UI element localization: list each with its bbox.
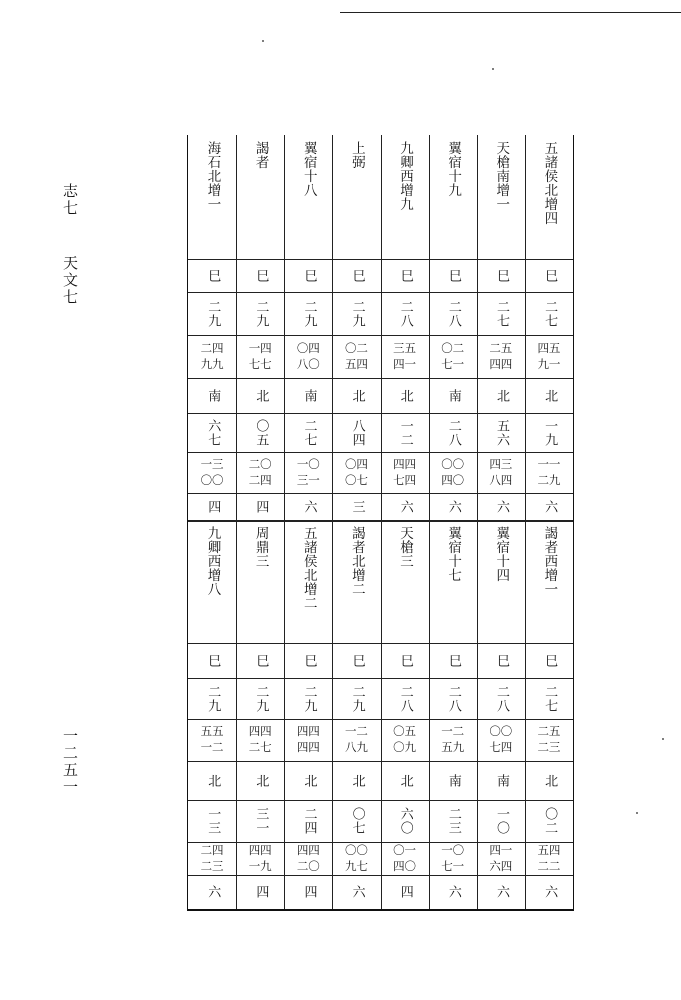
cell-value: 六	[349, 885, 365, 899]
value-cell	[236, 335, 284, 378]
value-cell	[188, 842, 236, 875]
cell-value: 三一	[253, 807, 269, 835]
star-name-cell	[477, 135, 525, 259]
value-cell	[381, 842, 429, 875]
value-cell	[477, 761, 525, 800]
value-cell	[332, 335, 380, 378]
value-cell	[429, 452, 477, 493]
cell-value: 三五 四一	[393, 340, 417, 371]
cell-value: 巳	[301, 653, 317, 668]
star-name: 謁者	[252, 141, 269, 169]
speck	[636, 812, 638, 814]
value-cell	[188, 875, 236, 909]
value-cell	[381, 452, 429, 493]
value-cell	[284, 875, 332, 909]
star-name-cell	[236, 520, 284, 643]
cell-value: 六	[493, 499, 509, 514]
value-cell	[381, 643, 429, 678]
cell-value: 〇七	[349, 807, 365, 835]
star-name: 翼宿十四	[493, 526, 510, 582]
value-cell	[332, 842, 380, 875]
value-cell	[284, 452, 332, 493]
value-cell	[477, 413, 525, 452]
value-cell	[236, 292, 284, 335]
cell-value: 二四	[301, 807, 317, 835]
value-cell	[525, 761, 573, 800]
cell-value: 一四 七七	[248, 340, 272, 371]
cell-value: 四	[301, 885, 317, 899]
cell-value: 北	[253, 388, 269, 403]
value-cell	[381, 335, 429, 378]
value-cell	[284, 761, 332, 800]
cell-value: 一〇	[493, 807, 509, 835]
star-name: 五諸侯北增四	[541, 141, 558, 225]
value-cell	[284, 678, 332, 719]
star-name: 天槍三	[396, 526, 413, 568]
cell-value: 二八	[397, 299, 413, 328]
value-cell	[477, 842, 525, 875]
value-cell	[477, 259, 525, 292]
value-cell	[477, 378, 525, 413]
value-cell	[381, 493, 429, 520]
star-name-cell	[381, 520, 429, 643]
cell-value: 四	[253, 885, 269, 899]
cell-value: 二四 二三	[200, 842, 224, 873]
cell-value: 四四 二〇	[296, 842, 320, 873]
margin-section-title: 天文七	[61, 255, 79, 306]
cell-value: 六	[493, 885, 509, 899]
cell-value: 巳	[349, 653, 365, 668]
cell-value: 北	[542, 388, 558, 403]
cell-value: 北	[253, 773, 269, 788]
value-cell	[525, 335, 573, 378]
cell-value: 南	[445, 773, 461, 788]
speck	[262, 40, 264, 42]
star-name: 天槍南增一	[493, 141, 510, 211]
cell-value: 北	[397, 773, 413, 788]
value-cell	[477, 678, 525, 719]
cell-value: 六	[542, 885, 558, 899]
value-cell	[429, 259, 477, 292]
value-cell	[236, 378, 284, 413]
cell-value: 六	[301, 499, 317, 514]
cell-value: 二九	[349, 684, 365, 713]
cell-value: 北	[349, 773, 365, 788]
value-cell	[525, 678, 573, 719]
value-cell	[188, 800, 236, 842]
cell-value: 六	[445, 885, 461, 899]
value-cell	[332, 800, 380, 842]
cell-value: 北	[205, 773, 221, 788]
value-cell	[236, 678, 284, 719]
cell-value: 巳	[301, 268, 317, 283]
cell-value: 四五 九一	[537, 340, 561, 371]
value-cell	[525, 378, 573, 413]
value-cell	[332, 452, 380, 493]
value-cell	[525, 413, 573, 452]
value-cell	[188, 378, 236, 413]
value-cell	[332, 678, 380, 719]
star-name: 翼宿十九	[445, 141, 462, 197]
value-cell	[284, 259, 332, 292]
value-cell	[381, 761, 429, 800]
value-cell	[525, 719, 573, 761]
value-cell	[332, 413, 380, 452]
cell-value: 二九	[349, 299, 365, 328]
cell-value: 二八	[445, 299, 461, 328]
value-cell	[332, 643, 380, 678]
cell-value: 六	[445, 499, 461, 514]
value-cell	[284, 378, 332, 413]
cell-value: 四	[253, 499, 269, 514]
cell-value: 〇二	[542, 807, 558, 835]
value-cell	[429, 378, 477, 413]
cell-value: 巳	[445, 653, 461, 668]
value-cell	[525, 493, 573, 520]
cell-value: 八四	[349, 418, 365, 447]
cell-value: 〇〇 九七	[344, 842, 368, 873]
value-cell	[236, 452, 284, 493]
cell-value: 一三	[205, 807, 221, 835]
value-cell	[429, 678, 477, 719]
cell-value: 二八	[445, 418, 461, 447]
value-cell	[381, 875, 429, 909]
value-cell	[332, 292, 380, 335]
star-name-cell	[477, 520, 525, 643]
star-name-cell	[236, 135, 284, 259]
cell-value: 一一 二九	[537, 456, 561, 487]
cell-value: 巳	[542, 268, 558, 283]
value-cell	[525, 800, 573, 842]
value-cell	[236, 259, 284, 292]
cell-value: 巳	[397, 268, 413, 283]
value-cell	[429, 800, 477, 842]
cell-value: 二〇 二四	[248, 456, 272, 487]
value-cell	[381, 292, 429, 335]
value-cell	[429, 719, 477, 761]
star-name-cell	[284, 520, 332, 643]
value-cell	[236, 493, 284, 520]
cell-value: 六〇	[397, 807, 413, 835]
cell-value: 〇五	[253, 418, 269, 447]
cell-value: 六	[397, 499, 413, 514]
value-cell	[429, 335, 477, 378]
cell-value: 北	[542, 773, 558, 788]
star-name-cell	[525, 135, 573, 259]
value-cell	[236, 719, 284, 761]
cell-value: 巳	[253, 268, 269, 283]
cell-value: 二八	[445, 684, 461, 713]
cell-value: 二四 九九	[200, 340, 224, 371]
value-cell	[525, 643, 573, 678]
value-cell	[332, 493, 380, 520]
cell-value: 二七	[542, 299, 558, 328]
value-cell	[236, 842, 284, 875]
cell-value: 二九	[301, 684, 317, 713]
cell-value: 六七	[205, 418, 221, 447]
cell-value: 北	[301, 773, 317, 788]
cell-value: 二九	[253, 684, 269, 713]
cell-value: 二七	[542, 684, 558, 713]
value-cell	[284, 719, 332, 761]
cell-value: 二八	[397, 684, 413, 713]
cell-value: 二九	[301, 299, 317, 328]
value-cell	[525, 842, 573, 875]
cell-value: 一三 〇〇	[200, 456, 224, 487]
cell-value: 南	[493, 773, 509, 788]
cell-value: 二三	[445, 807, 461, 835]
value-cell	[284, 800, 332, 842]
value-cell	[525, 292, 573, 335]
star-name: 翼宿十七	[445, 526, 462, 582]
value-cell	[236, 875, 284, 909]
value-cell	[525, 452, 573, 493]
value-cell	[236, 413, 284, 452]
top-rule	[340, 12, 681, 13]
value-cell	[429, 292, 477, 335]
star-name: 翼宿十八	[300, 141, 317, 197]
cell-value: 四四 二七	[248, 724, 272, 754]
cell-value: 二九	[205, 684, 221, 713]
cell-value: 南	[205, 388, 221, 403]
cell-value: 二五 四四	[489, 340, 513, 371]
value-cell	[188, 335, 236, 378]
value-cell	[477, 800, 525, 842]
value-cell	[332, 259, 380, 292]
star-name-cell	[525, 520, 573, 643]
cell-value: 〇〇 七四	[489, 724, 513, 754]
star-name: 謁者西增一	[541, 526, 558, 596]
cell-value: 〇四 八〇	[296, 340, 320, 371]
cell-value: 一九	[542, 418, 558, 447]
cell-value: 二七	[301, 418, 317, 447]
cell-value: 南	[445, 388, 461, 403]
cell-value: 〇四 〇七	[344, 456, 368, 487]
cell-value: 〇〇 四〇	[441, 456, 465, 487]
value-cell	[188, 292, 236, 335]
cell-value: 〇一 四〇	[393, 842, 417, 873]
star-name-cell	[429, 520, 477, 643]
cell-value: 巳	[253, 653, 269, 668]
value-cell	[477, 292, 525, 335]
cell-value: 一〇 七一	[441, 842, 465, 873]
value-cell	[477, 643, 525, 678]
value-cell	[477, 335, 525, 378]
cell-value: 二八	[493, 684, 509, 713]
cell-value: 四四 四四	[296, 724, 320, 754]
cell-value: 一二 八九	[344, 724, 368, 754]
value-cell	[381, 378, 429, 413]
value-cell	[429, 875, 477, 909]
value-cell	[332, 875, 380, 909]
cell-value: 巳	[542, 653, 558, 668]
cell-value: 一〇 三一	[296, 456, 320, 487]
star-name: 五諸侯北增二	[300, 526, 317, 610]
value-cell	[525, 875, 573, 909]
star-name: 周鼎三	[252, 526, 269, 568]
value-cell	[188, 643, 236, 678]
cell-value: 〇五 〇九	[393, 724, 417, 754]
star-name-cell	[429, 135, 477, 259]
value-cell	[284, 493, 332, 520]
cell-value: 北	[493, 388, 509, 403]
star-name-cell	[332, 520, 380, 643]
cell-value: 巳	[493, 268, 509, 283]
value-cell	[477, 452, 525, 493]
cell-value: 〇二 五四	[344, 340, 368, 371]
star-name: 九卿西增八	[204, 526, 221, 596]
value-cell	[429, 413, 477, 452]
cell-value: 二九	[205, 299, 221, 328]
cell-value: 六	[542, 499, 558, 514]
value-cell	[477, 719, 525, 761]
value-cell	[429, 493, 477, 520]
star-name-cell	[188, 135, 236, 259]
cell-value: 巳	[493, 653, 509, 668]
value-cell	[188, 413, 236, 452]
cell-value: 五六	[493, 418, 509, 447]
cell-value: 二七	[493, 299, 509, 328]
star-name-cell	[381, 135, 429, 259]
star-name-cell	[332, 135, 380, 259]
star-name-cell	[284, 135, 332, 259]
value-cell	[477, 493, 525, 520]
value-cell	[236, 800, 284, 842]
value-cell	[381, 678, 429, 719]
value-cell	[188, 678, 236, 719]
cell-value: 北	[349, 388, 365, 403]
value-cell	[429, 643, 477, 678]
star-catalog-table	[187, 135, 574, 911]
cell-value: 四三 八四	[489, 456, 513, 487]
cell-value: 四四 一九	[248, 842, 272, 873]
cell-value: 四一 六四	[489, 842, 513, 873]
value-cell	[381, 413, 429, 452]
cell-value: 五五 一二	[200, 724, 224, 754]
value-cell	[477, 875, 525, 909]
star-name: 上弼	[348, 141, 365, 169]
cell-value: 巳	[205, 653, 221, 668]
cell-value: 巳	[349, 268, 365, 283]
cell-value: 四	[205, 499, 221, 514]
star-name-cell	[188, 520, 236, 643]
speck	[492, 68, 494, 70]
value-cell	[381, 259, 429, 292]
value-cell	[188, 761, 236, 800]
speck	[662, 738, 664, 740]
cell-value: 四四 七四	[393, 456, 417, 487]
value-cell	[284, 413, 332, 452]
cell-value: 巳	[445, 268, 461, 283]
value-cell	[284, 335, 332, 378]
value-cell	[332, 378, 380, 413]
value-cell	[429, 761, 477, 800]
star-name: 九卿西增九	[396, 141, 413, 211]
cell-value: 三	[349, 499, 365, 514]
value-cell	[236, 761, 284, 800]
value-cell	[188, 493, 236, 520]
margin-chapter-title: 志七	[61, 183, 79, 217]
value-cell	[284, 643, 332, 678]
cell-value: 四	[397, 885, 413, 899]
star-name: 謁者北增二	[348, 526, 365, 596]
cell-value: 南	[301, 388, 317, 403]
cell-value: 二五 二三	[537, 724, 561, 754]
cell-value: 北	[397, 388, 413, 403]
value-cell	[381, 719, 429, 761]
cell-value: 六	[205, 885, 221, 899]
value-cell	[381, 800, 429, 842]
page-number: 一二五一	[61, 728, 79, 796]
value-cell	[332, 719, 380, 761]
value-cell	[525, 259, 573, 292]
value-cell	[236, 643, 284, 678]
cell-value: 一二 五九	[441, 724, 465, 754]
value-cell	[188, 452, 236, 493]
value-cell	[284, 292, 332, 335]
star-name: 海石北增一	[204, 141, 221, 211]
value-cell	[188, 259, 236, 292]
value-cell	[332, 761, 380, 800]
value-cell	[188, 719, 236, 761]
value-cell	[284, 842, 332, 875]
cell-value: 〇二 七一	[441, 340, 465, 371]
cell-value: 一二	[397, 418, 413, 447]
value-cell	[429, 842, 477, 875]
cell-value: 五四 二二	[537, 842, 561, 873]
cell-value: 巳	[205, 268, 221, 283]
cell-value: 二九	[253, 299, 269, 328]
cell-value: 巳	[397, 653, 413, 668]
